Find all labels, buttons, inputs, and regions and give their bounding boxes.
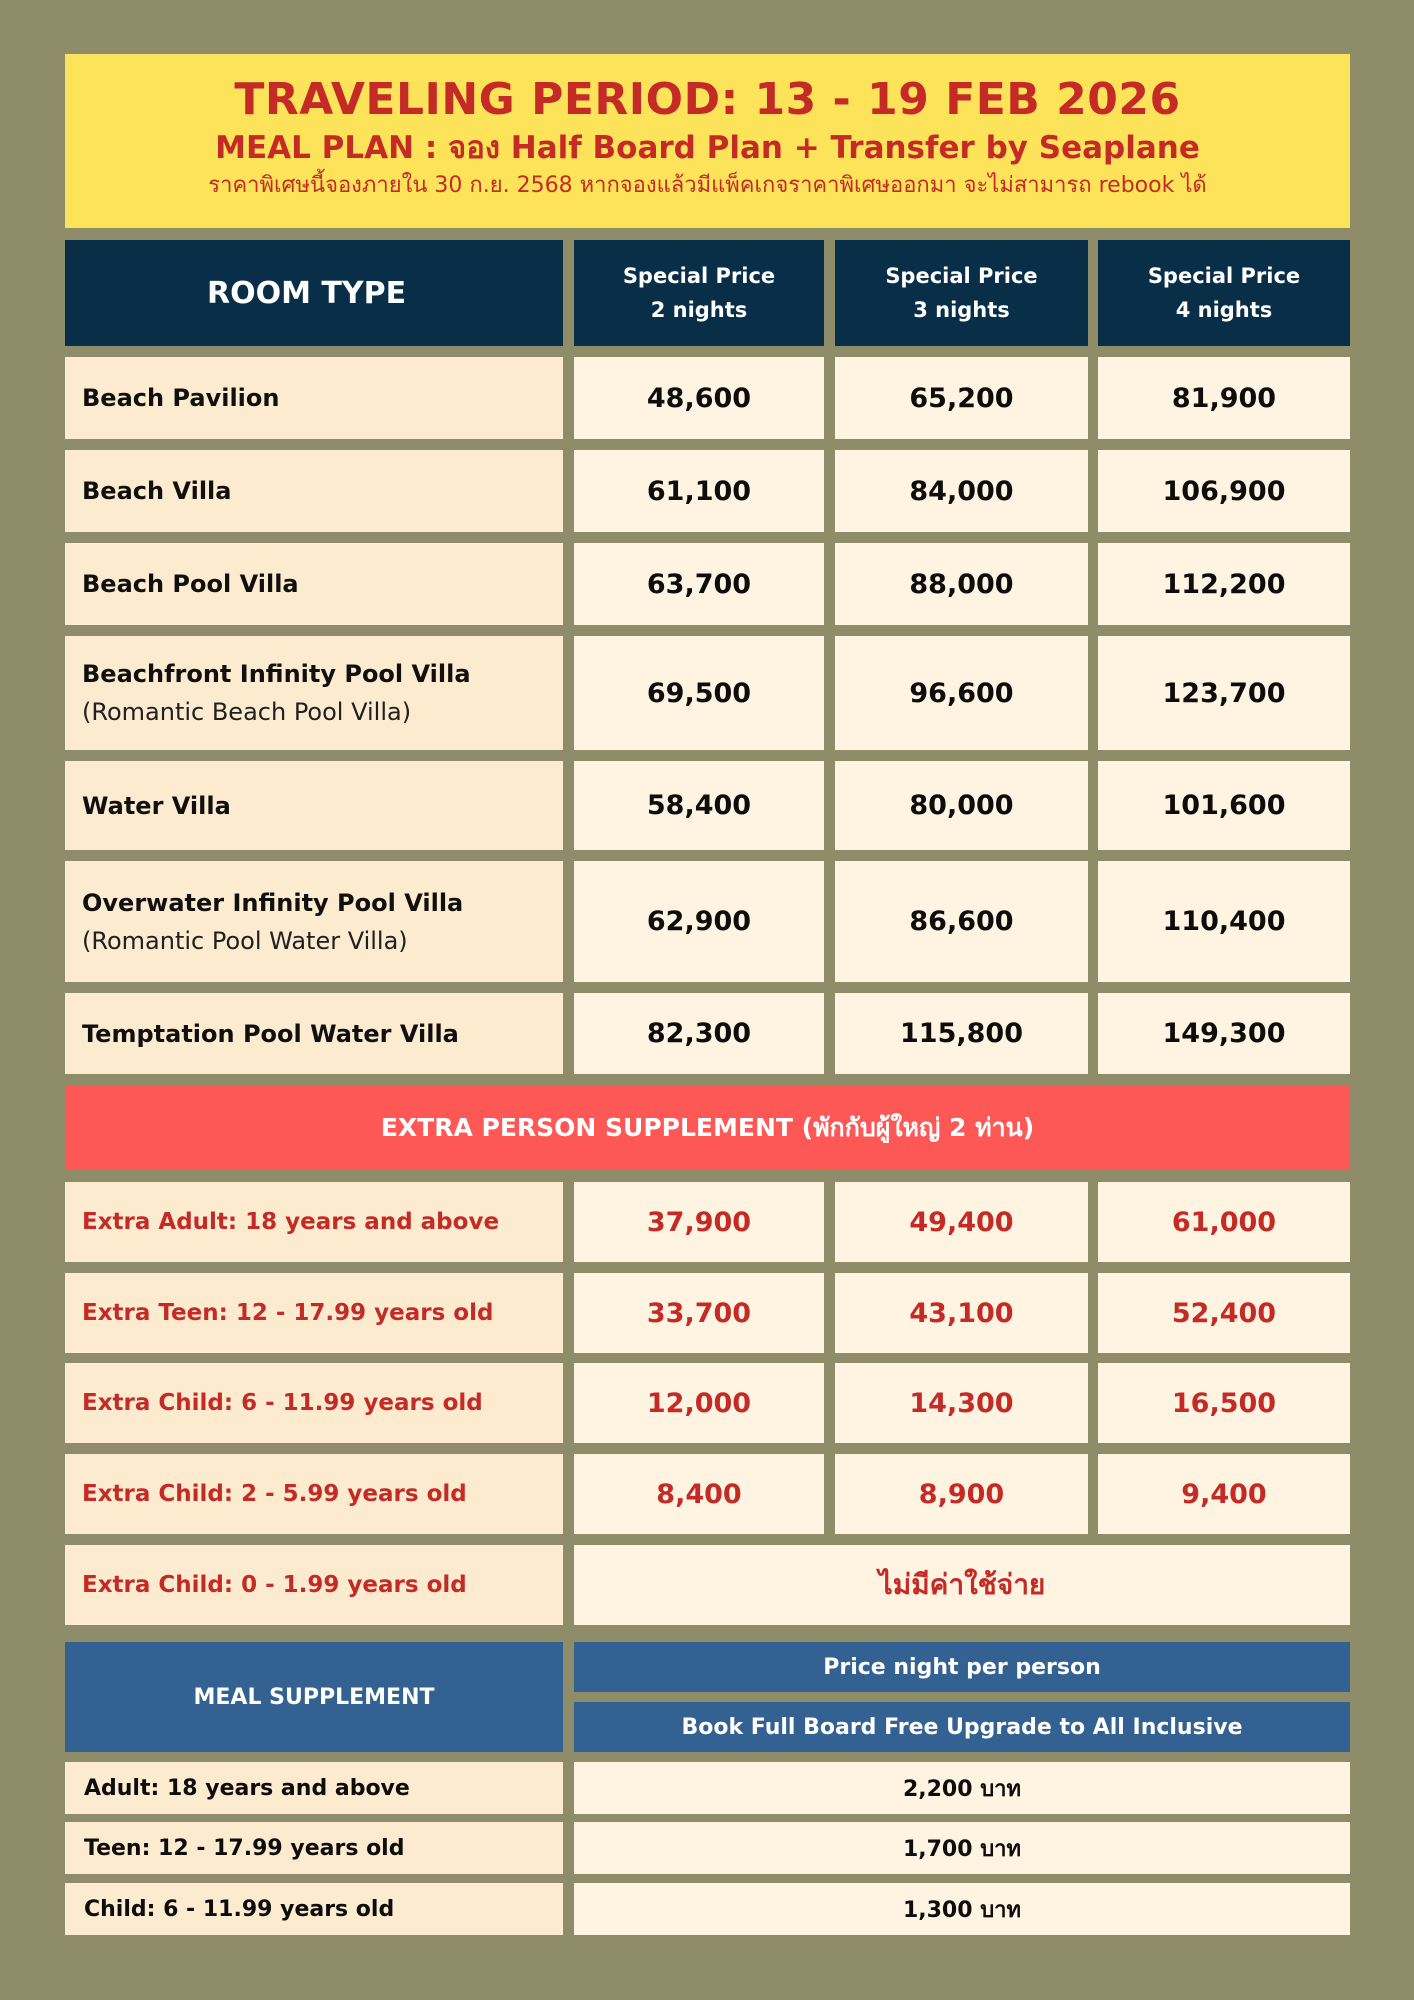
room-price-p2: 58,400 xyxy=(574,761,824,850)
extra-price-p2: 37,900 xyxy=(574,1182,824,1262)
price-3-nights-header: Special Price 3 nights xyxy=(835,240,1088,346)
room-price-p3: 96,600 xyxy=(835,636,1088,750)
extra-price-p3: 14,300 xyxy=(835,1363,1088,1443)
extra-person-label: Extra Teen: 12 - 17.99 years old xyxy=(65,1273,563,1353)
extra-person-label: Extra Adult: 18 years and above xyxy=(65,1182,563,1262)
room-price-p4: 101,600 xyxy=(1098,761,1350,850)
extra-price-p4: 16,500 xyxy=(1098,1363,1350,1443)
room-price-p2: 63,700 xyxy=(574,543,824,625)
room-name: Beach Pavilion xyxy=(82,384,280,412)
room-price-p4: 106,900 xyxy=(1098,450,1350,532)
room-name: Beach Villa xyxy=(82,477,232,505)
extra-person-label: Extra Child: 2 - 5.99 years old xyxy=(65,1454,563,1534)
extra-price-p3: 49,400 xyxy=(835,1182,1088,1262)
price-per-night-header: Price night per person xyxy=(574,1642,1350,1692)
extra-price-p4: 52,400 xyxy=(1098,1273,1350,1353)
room-price-p4: 81,900 xyxy=(1098,357,1350,439)
room-price-p2: 82,300 xyxy=(574,993,824,1074)
room-price-p2: 48,600 xyxy=(574,357,824,439)
traveling-period-title: TRAVELING PERIOD: 13 - 19 FEB 2026 xyxy=(234,74,1181,125)
extra-price-p2: 12,000 xyxy=(574,1363,824,1443)
full-board-upgrade-header: Book Full Board Free Upgrade to All Inclusive xyxy=(574,1702,1350,1752)
room-price-p3: 80,000 xyxy=(835,761,1088,850)
meal-age-label: Child: 6 - 11.99 years old xyxy=(65,1883,563,1935)
room-price-p2: 69,500 xyxy=(574,636,824,750)
room-type-cell xyxy=(65,450,563,532)
extra-price-p4: 9,400 xyxy=(1098,1454,1350,1534)
price-4-nights-header: Special Price 4 nights xyxy=(1098,240,1350,346)
room-name: Water Villa xyxy=(82,791,231,820)
extra-price-p3: 43,100 xyxy=(835,1273,1088,1353)
extra-price-p3: 8,900 xyxy=(835,1454,1088,1534)
room-type-cell xyxy=(65,861,563,982)
extra-price-p4: 61,000 xyxy=(1098,1182,1350,1262)
extra-price-p2: 8,400 xyxy=(574,1454,824,1534)
meal-age-label: Teen: 12 - 17.99 years old xyxy=(65,1822,563,1874)
room-price-p3: 86,600 xyxy=(835,861,1088,982)
room-price-p3: 115,800 xyxy=(835,993,1088,1074)
room-price-p4: 110,400 xyxy=(1098,861,1350,982)
extra-person-header: EXTRA PERSON SUPPLEMENT (พักกับผู้ใหญ่ 2 ท่าน) xyxy=(65,1086,1350,1169)
extra-person-label: Extra Child: 6 - 11.99 years old xyxy=(65,1363,563,1443)
room-name: Temptation Pool Water Villa xyxy=(82,1019,459,1048)
room-type-cell xyxy=(65,761,563,850)
booking-note: ราคาพิเศษนี้จองภายใน 30 ก.ย. 2568 หากจองแล้วมีแพ็คเกจราคาพิเศษออกมา จะไม่สามารถ rebook ได้ xyxy=(208,173,1207,198)
meal-supplement-header: MEAL SUPPLEMENT xyxy=(65,1642,563,1752)
room-type-cell xyxy=(65,543,563,625)
room-name: Beach Pool Villa xyxy=(82,570,299,598)
meal-plan-subtitle: MEAL PLAN : จอง Half Board Plan + Transfer by Seaplane xyxy=(215,130,1200,166)
room-name: Overwater Infinity Pool Villa xyxy=(82,888,464,917)
extra-infant-label: Extra Child: 0 - 1.99 years old xyxy=(65,1545,563,1625)
room-alt-name: (Romantic Pool Water Villa) xyxy=(82,926,408,955)
room-type-header: ROOM TYPE xyxy=(65,240,563,346)
room-price-p2: 61,100 xyxy=(574,450,824,532)
room-type-cell xyxy=(65,357,563,439)
room-name: Beachfront Infinity Pool Villa xyxy=(82,660,471,688)
price-2-nights-header: Special Price 2 nights xyxy=(574,240,824,346)
meal-price: 2,200 บาท xyxy=(574,1762,1350,1814)
meal-price: 1,300 บาท xyxy=(574,1883,1350,1935)
room-price-p2: 62,900 xyxy=(574,861,824,982)
meal-price: 1,700 บาท xyxy=(574,1822,1350,1874)
header-banner xyxy=(65,54,1350,228)
extra-infant-free: ไม่มีค่าใช้จ่าย xyxy=(574,1545,1350,1625)
extra-price-p2: 33,700 xyxy=(574,1273,824,1353)
room-price-p3: 84,000 xyxy=(835,450,1088,532)
room-price-p3: 88,000 xyxy=(835,543,1088,625)
room-price-p4: 112,200 xyxy=(1098,543,1350,625)
room-alt-name: (Romantic Beach Pool Villa) xyxy=(82,698,412,726)
room-price-p4: 149,300 xyxy=(1098,993,1350,1074)
room-type-cell xyxy=(65,636,563,750)
meal-age-label: Adult: 18 years and above xyxy=(65,1762,563,1814)
room-type-cell xyxy=(65,993,563,1074)
room-price-p4: 123,700 xyxy=(1098,636,1350,750)
room-price-p3: 65,200 xyxy=(835,357,1088,439)
